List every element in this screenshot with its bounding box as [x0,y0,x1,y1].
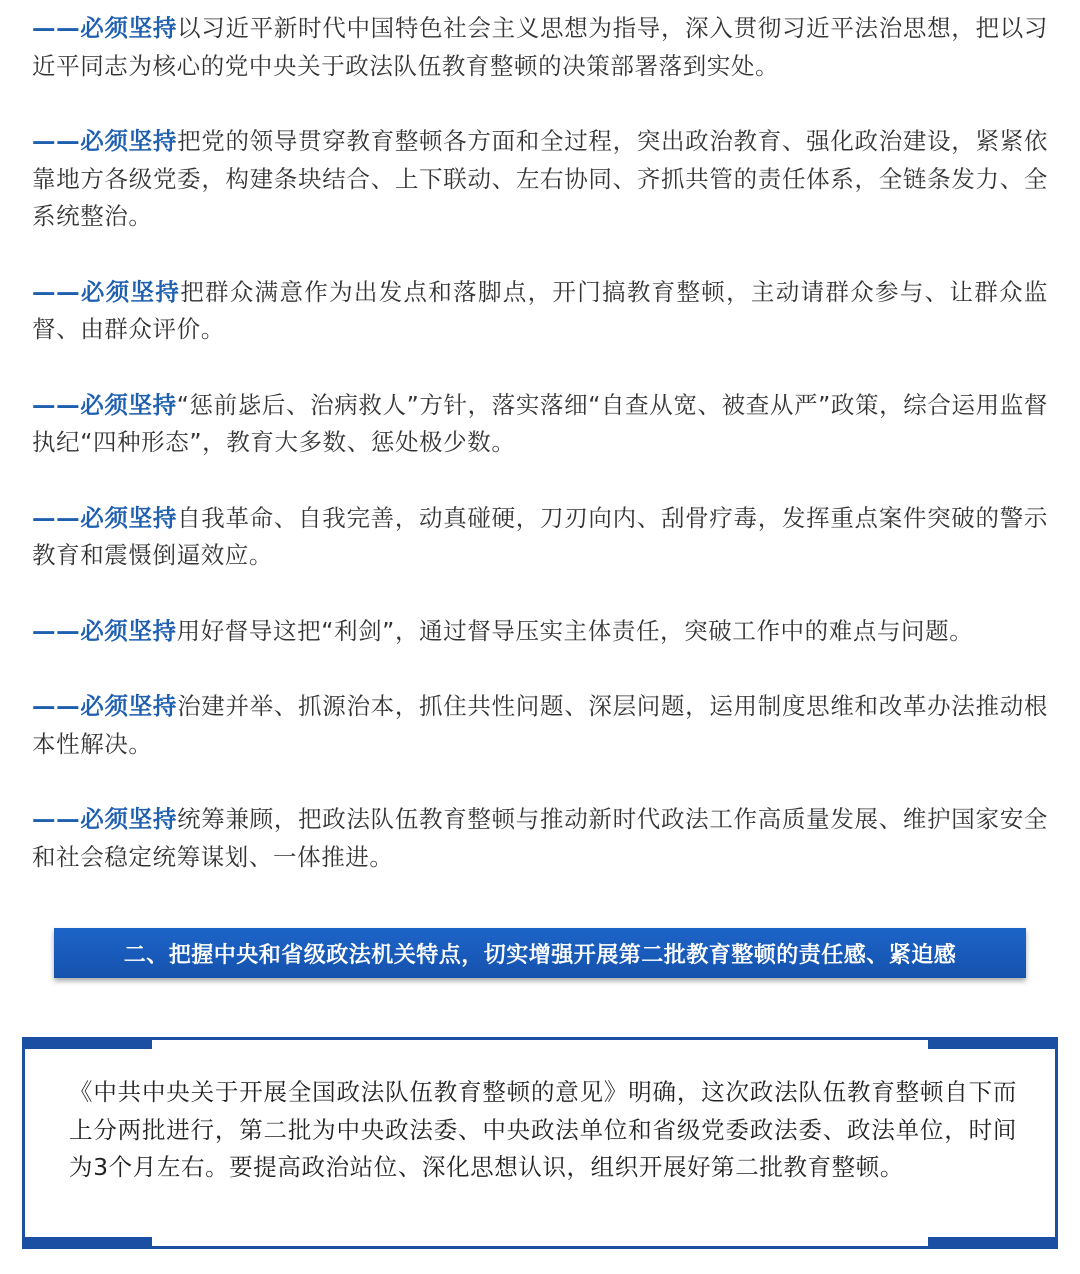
paragraph-text: 自我革命、自我完善，动真碰硬，刀刃向内、刮骨疗毒，发挥重点案件突破的警示教育和震慑倒逼效应。 [32,503,1048,569]
paragraph-text: 治建并举、抓源治本，抓住共性问题、深层问题，运用制度思维和改革办法推动根本性解决。 [32,692,1048,758]
frame-corner-accent [22,1037,152,1049]
paragraph-lead: ——必须坚持 [32,805,178,833]
frame-corner-accent [22,1237,152,1249]
paragraph-lead: ——必须坚持 [32,14,178,42]
frame-corner-accent [928,1237,1058,1249]
paragraph-lead: ——必须坚持 [32,390,177,419]
paragraph [32,387,1048,462]
paragraph-text: 统筹兼顾，把政法队伍教育整顿与推动新时代政法工作高质量发展、维护国家安全和社会稳定统筹谋划、一体推进。 [32,805,1048,871]
paragraph-text: 把党的领导贯穿教育整顿各方面和全过程，突出政治教育、强化政治建设，紧紧依靠地方各级党委，构建条块结合、上下联动、左右协同、齐抓共管的责任体系，全链条发力、全系统整治。 [32,127,1048,230]
paragraph [32,688,1048,763]
paragraph-lead: ——必须坚持 [32,616,177,645]
section-heading-text: 二、把握中央和省级政法机关特点，切实增强开展第二批教育整顿的责任感、紧迫感 [123,942,957,968]
frame-corner-accent [928,1037,1058,1049]
paragraph-text: 用好督导这把“利剑”，通过督导压实主体责任，突破工作中的难点与问题。 [176,616,974,645]
paragraph [32,613,1048,651]
paragraph [32,500,1048,575]
paragraph-text: 以习近平新时代中国特色社会主义思想为指导，深入贯彻习近平法治思想，把以习近平同志为核心的党中央关于政法队伍教育整顿的决策部署落到实处。 [32,14,1048,80]
paragraph [32,274,1048,349]
paragraph [32,123,1048,236]
paragraph-lead: ——必须坚持 [32,692,178,720]
quote-frame [22,1037,1058,1249]
paragraph-text: 把群众满意作为出发点和落脚点，开门搞教育整顿，主动请群众参与、让群众监督、由群众评价。 [32,277,1049,343]
paragraph [32,10,1048,85]
paragraph [32,801,1048,876]
section-heading-banner [54,928,1026,978]
paragraph-lead: ——必须坚持 [32,277,181,306]
article-body [32,10,1048,914]
paragraph-lead: ——必须坚持 [32,127,178,155]
paragraph-lead: ——必须坚持 [32,503,178,532]
quote-text: 《中共中央关于开展全国政法队伍教育整顿的意见》明确，这次政法队伍教育整顿自下而上分两批进行，第二批为中央政法委、中央政法单位和省级党委政法委、政法单位，时间为3个月左右。要提高政治站位、深化思想认识，组织开展好第二批教育整顿。 [69,1078,1017,1181]
paragraph-text: “惩前毖后、治病救人”方针，落实落细“自查从宽、被查从严”政策，综合运用监督执纪“四种形态”，教育大多数、惩处极少数。 [32,390,1049,456]
